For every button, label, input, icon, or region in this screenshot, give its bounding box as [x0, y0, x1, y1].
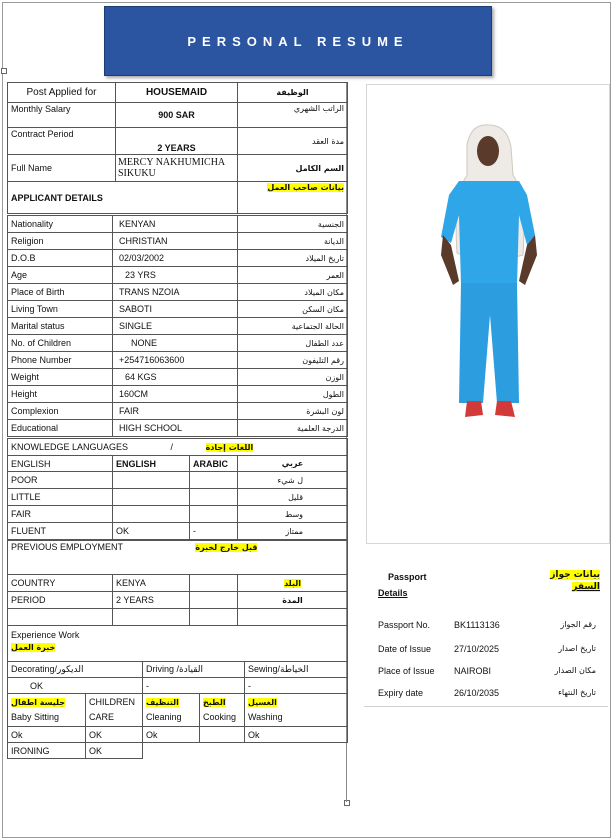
cooking-label: Cooking: [203, 712, 237, 722]
language-level: POOR: [8, 472, 113, 489]
detail-ar: مكان الميلاد: [238, 284, 348, 301]
passport-value: BK1113136: [454, 620, 500, 630]
detail-value: SINGLE: [113, 318, 238, 335]
language-english: [113, 472, 190, 489]
detail-value: 02/03/2002: [113, 250, 238, 267]
children-care-label-1: CHILDREN: [89, 697, 136, 707]
detail-label: Complexion: [8, 403, 113, 420]
detail-value: KENYAN: [113, 216, 238, 233]
detail-ar: الدرجة العلمية: [238, 420, 348, 437]
details-row: [8, 403, 348, 420]
detail-value: TRANS NZOIA: [113, 284, 238, 301]
decorating-label: Decorating/الديكور: [8, 662, 143, 678]
detail-label: Height: [8, 386, 113, 403]
detail-value: +254716063600: [113, 352, 238, 369]
washing-value: Ok: [245, 727, 348, 743]
detail-value: 160CM: [113, 386, 238, 403]
details-row: [8, 216, 348, 233]
decorating-value: OK: [8, 678, 143, 694]
language-ar: قليل: [238, 489, 348, 506]
passport-label: Expiry date: [378, 688, 424, 698]
language-row: [8, 506, 348, 523]
table-resize-handle[interactable]: [344, 800, 350, 806]
table-move-handle[interactable]: [1, 68, 7, 74]
salary-label: Monthly Salary: [8, 103, 116, 128]
post-applied-label: Post Applied for: [8, 83, 116, 103]
washing-ar: الغسيل: [248, 698, 277, 707]
detail-label: Place of Birth: [8, 284, 113, 301]
languages-table: [7, 438, 348, 540]
details-row: [8, 250, 348, 267]
detail-ar: مكان السكن: [238, 301, 348, 318]
experience-blank-1: [143, 743, 200, 759]
details-row: [8, 233, 348, 250]
ironing-label: IRONING: [8, 743, 86, 759]
detail-value: 64 KGS: [113, 369, 238, 386]
detail-value: SABOTI: [113, 301, 238, 318]
country-label: COUNTRY: [8, 575, 113, 592]
detail-label: Marital status: [8, 318, 113, 335]
passport-title-en: [378, 572, 427, 598]
passport-row: [378, 666, 610, 680]
detail-label: Nationality: [8, 216, 113, 233]
detail-ar: رقم التليفون: [238, 352, 348, 369]
country-value: KENYA: [113, 575, 190, 592]
passport-row: [378, 688, 610, 702]
details-row: [8, 420, 348, 437]
details-row: [8, 386, 348, 403]
period-label: PERIOD: [8, 592, 113, 609]
cleaning-ar: التنظيف: [146, 698, 179, 707]
detail-label: Religion: [8, 233, 113, 250]
children-care-label-2: CARE: [89, 712, 115, 722]
post-applied-value: HOUSEMAID: [116, 83, 238, 103]
passport-divider: [364, 706, 608, 707]
detail-ar: الجنسية: [238, 216, 348, 233]
languages-col-ar: عربي: [238, 456, 348, 472]
detail-ar: الديانة: [238, 233, 348, 250]
contract-label: Contract Period: [8, 128, 116, 155]
detail-ar: الطول: [238, 386, 348, 403]
details-row: [8, 318, 348, 335]
employment-table: [7, 540, 348, 626]
country-ar: البلد: [238, 575, 348, 592]
language-row: [8, 472, 348, 489]
passport-value: 27/10/2025: [454, 644, 500, 654]
language-arabic: [190, 489, 238, 506]
languages-col-english: ENGLISH: [8, 456, 113, 472]
cooking-value: [200, 727, 245, 743]
contract-value: 2 YEARS: [116, 128, 238, 155]
post-applied-ar: الوظيفة: [238, 83, 348, 103]
applicant-details-heading: APPLICANT DETAILS: [8, 182, 238, 214]
detail-label: Educational: [8, 420, 113, 437]
applicant-photo-figure: [367, 85, 611, 545]
period-value: 2 YEARS: [113, 592, 190, 609]
passport-ar: تاريخ النتهاء: [558, 688, 596, 697]
details-row: [8, 267, 348, 284]
resume-title-banner: PERSONAL RESUME: [104, 6, 492, 76]
name-label: Full Name: [8, 155, 116, 182]
passport-label: Place of Issue: [378, 666, 435, 676]
detail-ar: لون البشرة: [238, 403, 348, 420]
language-ar: ل شيء: [238, 472, 348, 489]
driving-label: Driving /القيادة: [143, 662, 245, 678]
passport-ar: رقم الجواز: [560, 620, 596, 629]
cooking-cell: [200, 694, 245, 727]
language-ar: وسط: [238, 506, 348, 523]
detail-label: Weight: [8, 369, 113, 386]
passport-label: Date of Issue: [378, 644, 432, 654]
detail-ar: تاريخ الميلاد: [238, 250, 348, 267]
details-row: [8, 335, 348, 352]
experience-blank-2: [200, 743, 245, 759]
detail-ar: العمر: [238, 267, 348, 284]
language-english: [113, 489, 190, 506]
language-level: LITTLE: [8, 489, 113, 506]
employment-label: PREVIOUS EMPLOYMENT: [11, 542, 123, 552]
applicant-details-ar: بيانات صاحب العمل: [238, 182, 348, 214]
passport-title-en-2: Details: [378, 588, 408, 598]
language-english: [113, 506, 190, 523]
cooking-ar: الطبخ: [203, 698, 226, 707]
experience-ar: خبرة العمل: [11, 643, 56, 652]
language-ar: ممتاز: [238, 523, 348, 540]
header-table: [7, 82, 348, 214]
sewing-value: -: [245, 678, 348, 694]
languages-col-arabic: ARABIC: [190, 456, 238, 472]
salary-value: 900 SAR: [116, 103, 238, 128]
details-row: [8, 301, 348, 318]
detail-label: Phone Number: [8, 352, 113, 369]
experience-heading: [8, 626, 348, 662]
detail-label: D.O.B: [8, 250, 113, 267]
details-row: [8, 369, 348, 386]
language-level: FLUENT: [8, 523, 113, 540]
cleaning-cell: [143, 694, 200, 727]
name-ar: السم الكامل: [238, 155, 348, 182]
passport-value: 26/10/2035: [454, 688, 500, 698]
applicant-photo: [366, 84, 610, 544]
passport-title-ar: [550, 570, 600, 592]
detail-ar: الحالة الجتماعية: [238, 318, 348, 335]
language-arabic: [190, 472, 238, 489]
detail-label: Age: [8, 267, 113, 284]
detail-label: Living Town: [8, 301, 113, 318]
detail-ar: الوزن: [238, 369, 348, 386]
passport-label: Passport No.: [378, 620, 431, 630]
period-ar: المدة: [238, 592, 348, 609]
baby-sitting-cell: [8, 694, 86, 727]
languages-slash: /: [170, 442, 174, 452]
passport-title-ar-1: بيانات جواز: [550, 570, 600, 580]
detail-ar: عدد الطفال: [238, 335, 348, 352]
language-arabic: [190, 506, 238, 523]
languages-heading: [8, 439, 348, 456]
children-care-value: OK: [86, 727, 143, 743]
washing-cell: [245, 694, 348, 727]
detail-value: 23 YRS: [113, 267, 238, 284]
language-english: OK: [113, 523, 190, 540]
employment-empty-2: [113, 609, 190, 626]
passport-title-ar-2: السفر: [572, 582, 600, 592]
details-row: [8, 352, 348, 369]
period-extra: [190, 592, 238, 609]
languages-ar: اللغات إجادة: [205, 443, 254, 452]
languages-label: KNOWLEDGE LANGUAGES: [11, 442, 129, 452]
washing-label: Washing: [248, 712, 283, 722]
detail-label: No. of Children: [8, 335, 113, 352]
children-care-cell: [86, 694, 143, 727]
passport-row: [378, 644, 610, 658]
cleaning-value: Ok: [143, 727, 200, 743]
language-arabic: -: [190, 523, 238, 540]
name-value: MERCY NAKHUMICHA SIKUKU: [116, 155, 238, 182]
employment-empty-4: [238, 609, 348, 626]
driving-value: -: [143, 678, 245, 694]
employment-empty-1: [8, 609, 113, 626]
detail-value: NONE: [113, 335, 238, 352]
detail-value: FAIR: [113, 403, 238, 420]
country-extra: [190, 575, 238, 592]
passport-value: NAIROBI: [454, 666, 492, 676]
employment-empty-3: [190, 609, 238, 626]
languages-col-english-head: ENGLISH: [113, 456, 190, 472]
experience-blank-3: [245, 743, 348, 759]
detail-value: CHRISTIAN: [113, 233, 238, 250]
passport-row: [378, 620, 610, 634]
sewing-label: Sewing/الخياطة: [245, 662, 348, 678]
cleaning-label: Cleaning: [146, 712, 182, 722]
baby-sitting-label: Baby Sitting: [11, 712, 60, 722]
language-row: [8, 523, 348, 540]
baby-sitting-value: Ok: [8, 727, 86, 743]
passport-ar: تاريخ اصدار: [558, 644, 596, 653]
passport-ar: مكان الصدار: [554, 666, 596, 675]
baby-sitting-ar: جليسة اطفال: [11, 698, 66, 707]
detail-value: HIGH SCHOOL: [113, 420, 238, 437]
language-row: [8, 489, 348, 506]
experience-table: [7, 625, 348, 759]
employment-ar: قبل خارج لخبرة: [195, 543, 258, 552]
salary-ar: الراتب الشهري: [238, 103, 348, 128]
ironing-value: OK: [86, 743, 143, 759]
details-table: [7, 215, 348, 437]
contract-ar: مدة العقد: [238, 128, 348, 155]
experience-label: Experience Work: [11, 630, 80, 640]
passport-title-en-1: Passport: [388, 572, 427, 582]
employment-heading: [8, 541, 348, 575]
language-level: FAIR: [8, 506, 113, 523]
details-row: [8, 284, 348, 301]
